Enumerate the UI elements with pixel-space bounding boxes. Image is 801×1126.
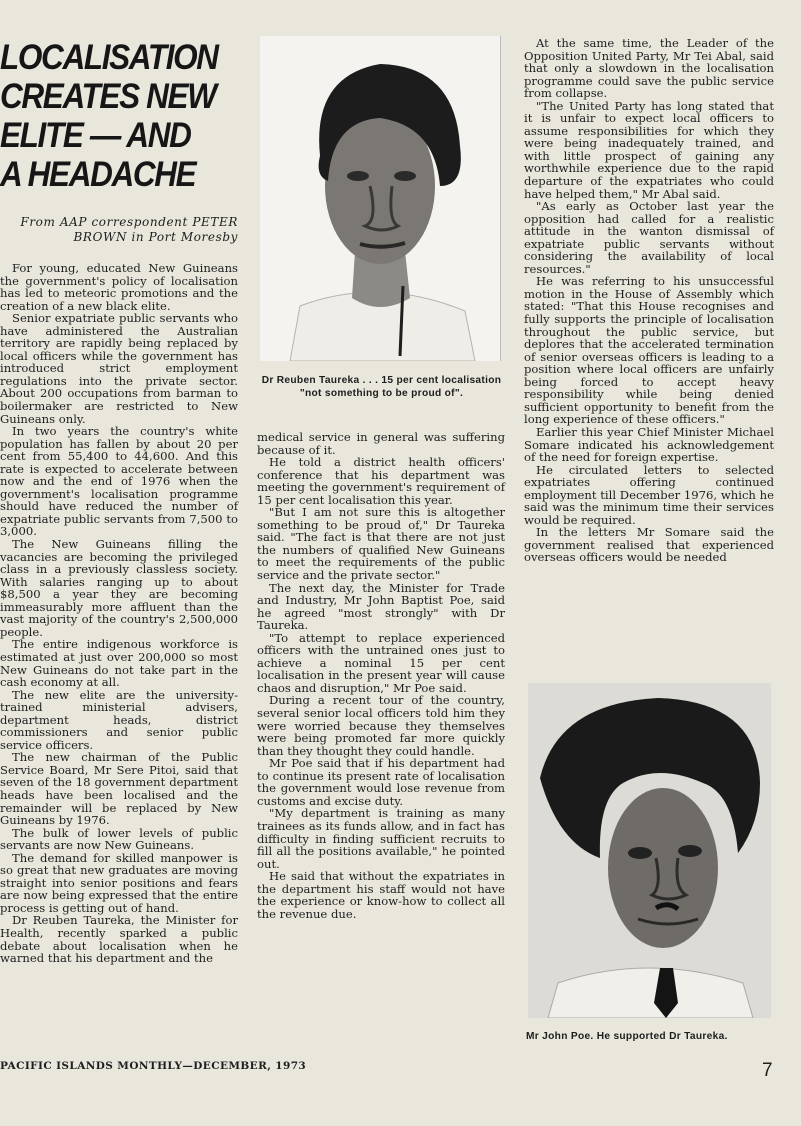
- headline-line: CREATES NEW: [0, 77, 216, 116]
- article-column-1: [0, 262, 238, 965]
- paragraph: The bulk of lower levels of public servants are now New Guineans.: [0, 825, 238, 853]
- paragraph: The new chairman of the Public Service Board, Mr Sere Pitoi, said that seven of the 18 government department heads have been localised and the remainder will be replaced by New Guineans by 1976.: [0, 750, 238, 828]
- paragraph: The New Guineans filling the vacancies are becoming the privileged class in a previously classless society. With salaries ranging up to about $8,500 a year they are becoming immeasurably more affluent than the vast majority of the country's 2,500,000 people.: [0, 537, 238, 639]
- paragraph: "My department is training as many trainees as its funds allow, and in fact has difficulty in finding sufficient recruits to fill all the positions available," he pointed out.: [257, 806, 505, 871]
- paragraph: He was referring to his unsuccessful motion in the House of Assembly which stated: "That this House recognises and fully supports the principle of localisation throughout the public service, but deplores that the accelerated termination of senior overseas officers is leading to a position where local officers are unfairly being forced to accept heavy responsibility while being denied sufficient opportunity to benefit from the long experience of these officers.": [524, 274, 774, 427]
- page-number: 7: [762, 1060, 773, 1081]
- portrait-illustration: [260, 36, 500, 361]
- paragraph: "The United Party has long stated that it is unfair to expect local officers to assume responsibilities for which they were being inadequately trained, and with little prospect of gaining any worthwhile experience due to the rapid departure of the expatriates who could have helped them," Mr Abal said.: [524, 98, 774, 201]
- paragraph: The entire indigenous workforce is estimated at just over 200,000 so most New Guineans do not take part in the cash economy at all.: [0, 637, 238, 690]
- headline: [0, 38, 216, 194]
- portrait-illustration: [528, 683, 771, 1018]
- page-footer: [0, 1060, 801, 1084]
- photo-caption-taureka: Dr Reuben Taureka . . . 15 per cent localisation "not something to be proud of".: [261, 375, 502, 399]
- portrait-photo-taureka: [260, 36, 501, 361]
- paragraph: For young, educated New Guineans the government's policy of localisation has led to meteoric promotions and the creation of a new black elite.: [0, 261, 238, 313]
- paragraph: "To attempt to replace experienced officers with the untrained ones just to achieve a nominal 15 per cent localisation in the present year will cause chaos and disruption," Mr Poe said.: [257, 630, 505, 695]
- paragraph: The new elite are the university-trained ministerial advisers, department heads, district commissioners and senior public service officers.: [0, 687, 238, 752]
- paragraph: The demand for skilled manpower is so great that new graduates are moving straight into senior positions and fears are now being expressed that the entire process is getting out of hand.: [0, 850, 238, 915]
- paragraph: In two years the country's white population has fallen by about 20 per cent from 55,400 to 44,600. And this rate is expected to accelerate between now and the end of 1976 when the government's localisation programme should have reduced the number of expatriate public servants from 7,500 to 3,000.: [0, 424, 238, 539]
- headline-line: ELITE — AND: [0, 116, 191, 155]
- photo-caption-poe: Mr John Poe. He supported Dr Taureka.: [526, 1031, 728, 1042]
- paragraph: In the letters Mr Somare said the government realised that experienced overseas officers would be needed: [524, 525, 774, 565]
- paragraph: He told a district health officers' conference that his department was meeting the government's requirement of 15 per cent localisation this year.: [257, 455, 505, 507]
- paragraph: "But I am not sure this is altogether something to be proud of," Dr Taureka said. "The fact is that there are not just the numbers of qualified New Guineans to meet the requirements of the public service and the private sector.": [257, 505, 505, 583]
- paragraph: He said that without the expatriates in the department his staff would not have the experience or know-how to collect all the revenue due.: [257, 869, 505, 921]
- paragraph: During a recent tour of the country, several senior local officers told him they were worried because they themselves were being promoted far more quickly than they thought they could handle.: [257, 693, 505, 758]
- paragraph: He circulated letters to selected expatriates offering continued employment till December 1976, which he said was the minimum time their services would be required.: [524, 462, 774, 527]
- article-column-2: [257, 431, 505, 920]
- portrait-photo-poe: [528, 683, 771, 1018]
- paragraph: At the same time, the Leader of the Opposition United Party, Mr Tei Abal, said that only a slowdown in the localisation programme could save the public service from collapse.: [524, 36, 774, 101]
- paragraph: Mr Poe said that if his department had to continue its present rate of localisation the government would lose revenue from customs and excise duty.: [257, 756, 505, 808]
- article-column-3: [524, 37, 774, 564]
- paragraph: medical service in general was suffering because of it.: [257, 430, 505, 457]
- byline: [0, 215, 238, 245]
- headline-line: A HEADACHE: [0, 155, 196, 194]
- byline-line: BROWN in Port Moresby: [73, 230, 238, 244]
- paragraph: The next day, the Minister for Trade and Industry, Mr John Baptist Poe, said he agreed "most strongly" with Dr Taureka.: [257, 580, 505, 633]
- paragraph: Earlier this year Chief Minister Michael Somare indicated his acknowledgement of the need for foreign expertise.: [524, 424, 774, 465]
- byline-line: From AAP correspondent PETER: [20, 215, 238, 229]
- paragraph: Senior expatriate public servants who have administered the Australian territory are rapidly being replaced by local officers while the government has introduced strict employment regulations into the private sector. About 200 occupations from barman to boilermaker are restricted to New Guineans only.: [0, 311, 238, 426]
- publication-name: PACIFIC ISLANDS MONTHLY—DECEMBER, 1973: [0, 1060, 307, 1072]
- paragraph: "As early as October last year the opposition had called for a realistic attitude in the wanton dismissal of expatriate public servants without considering the availability of local resources.": [524, 199, 774, 276]
- paragraph: Dr Reuben Taureka, the Minister for Health, recently sparked a public debate about localisation when he warned that his department and the: [0, 913, 238, 966]
- headline-line: LOCALISATION: [0, 38, 218, 77]
